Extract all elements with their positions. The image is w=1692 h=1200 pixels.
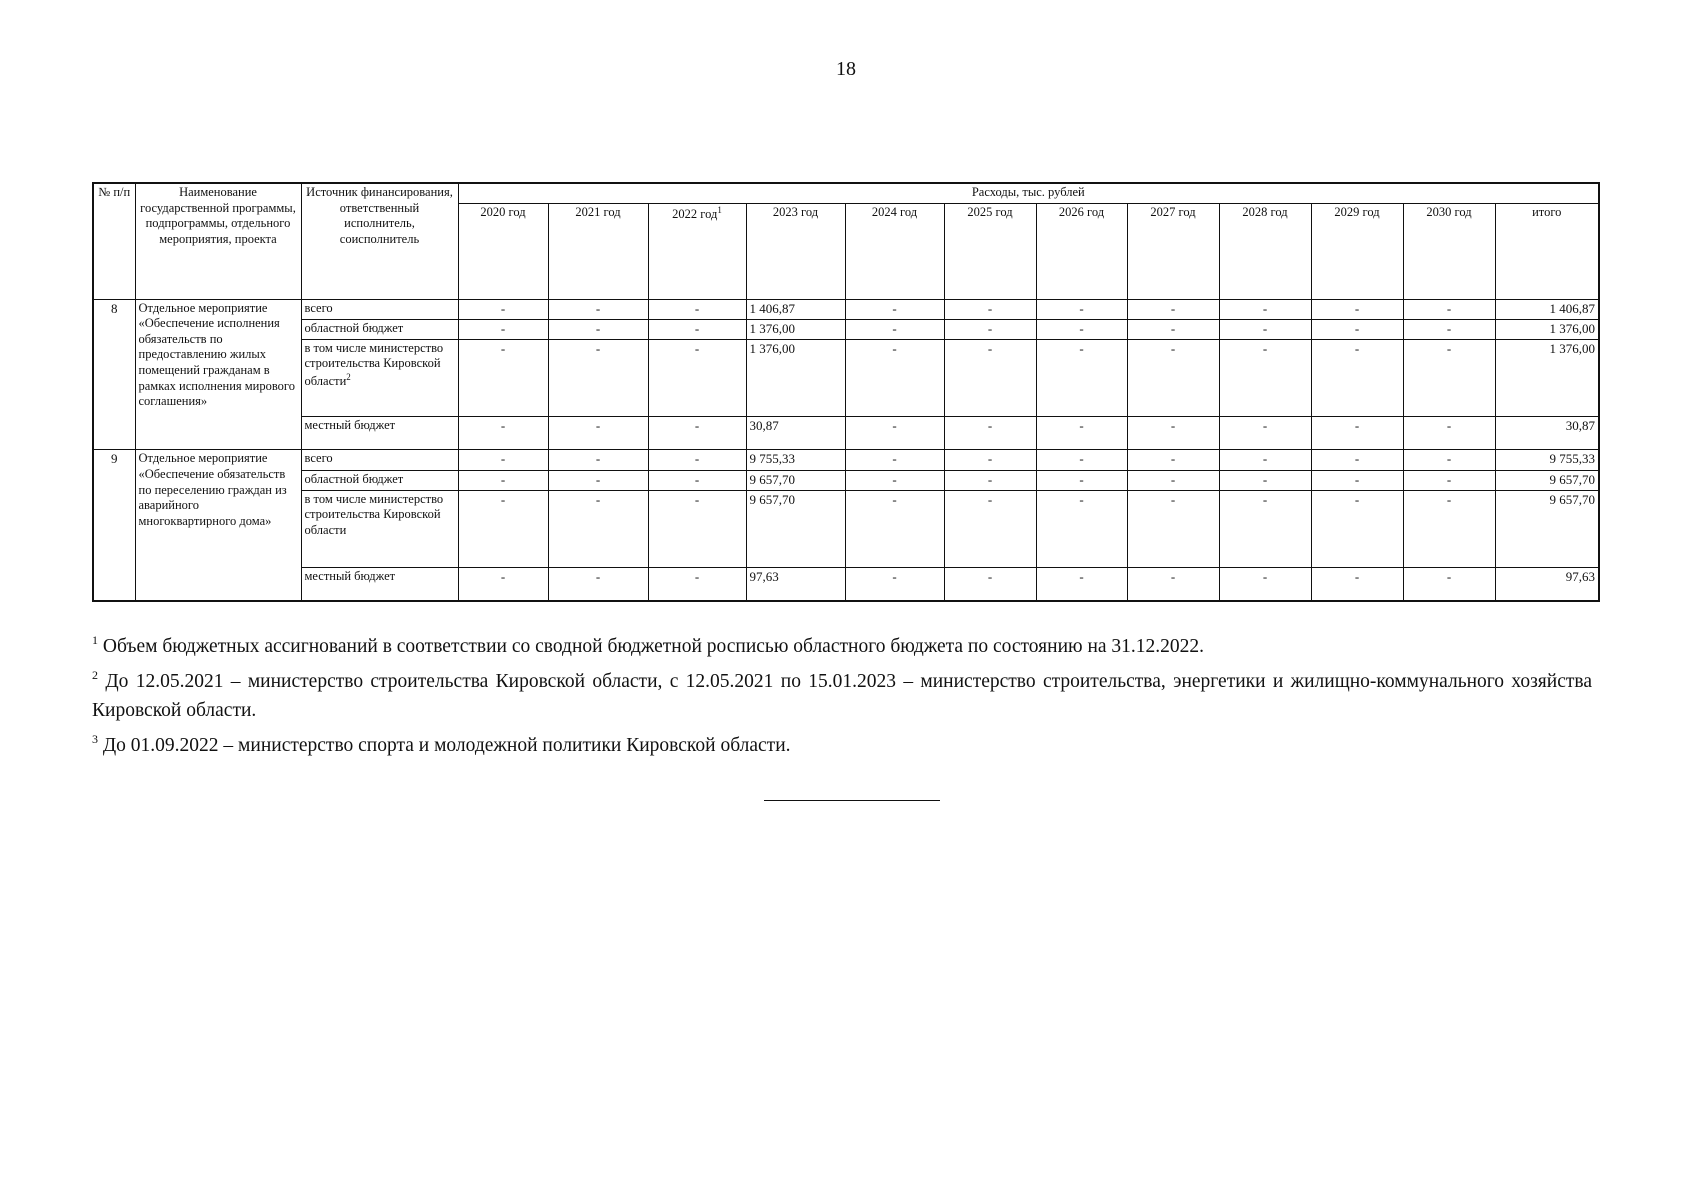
value-cell: - (845, 490, 944, 567)
value-cell: - (648, 319, 746, 339)
row-number: 8 (93, 299, 135, 450)
value-cell: - (944, 568, 1036, 601)
value-cell: - (1127, 490, 1219, 567)
row-number: 9 (93, 450, 135, 601)
value-cell: 1 406,87 (1495, 299, 1599, 319)
value-cell: - (1127, 417, 1219, 450)
value-cell: - (944, 319, 1036, 339)
value-cell: - (548, 470, 648, 490)
header-year: 2029 год (1311, 203, 1403, 299)
table-row (93, 319, 1599, 339)
value-cell: 1 376,00 (746, 339, 845, 416)
table-header (93, 183, 1599, 299)
value-cell: - (1311, 450, 1403, 470)
value-cell: - (548, 299, 648, 319)
funding-source-label: местный бюджет (304, 418, 396, 433)
value-cell: - (458, 568, 548, 601)
value-cell: - (944, 490, 1036, 567)
value-cell: 9 657,70 (746, 490, 845, 567)
footnote-text: До 12.05.2021 – министерство строительства Кировской области, с 12.05.2021 по 15.01.2023 – министерство строительства, энергетики и жилищно-коммунального хозяйства Кировской области. (92, 671, 1592, 721)
value-cell: - (1311, 299, 1403, 319)
funding-source-label: областной бюджет (304, 320, 404, 335)
value-cell: - (1036, 417, 1127, 450)
funding-source (301, 450, 458, 470)
value-cell: - (458, 450, 548, 470)
value-cell: - (648, 490, 746, 567)
value-cell: - (548, 339, 648, 416)
value-cell: - (1219, 450, 1311, 470)
funding-source (301, 490, 458, 567)
value-cell: - (648, 299, 746, 319)
value-cell: - (548, 568, 648, 601)
page-number: 18 (836, 58, 856, 80)
footnote (92, 725, 1592, 760)
footnotes (92, 626, 1592, 760)
value-cell: - (648, 470, 746, 490)
value-cell: 1 376,00 (1495, 339, 1599, 416)
value-cell: - (1036, 339, 1127, 416)
value-cell: - (1036, 319, 1127, 339)
value-cell: - (458, 299, 548, 319)
value-cell: 9 657,70 (1495, 470, 1599, 490)
value-cell: - (1036, 470, 1127, 490)
value-cell: - (1311, 319, 1403, 339)
value-cell: - (1127, 339, 1219, 416)
value-cell: - (1311, 339, 1403, 416)
table-row (93, 490, 1599, 567)
value-cell: - (1403, 490, 1495, 567)
footnote-ref: 2 (346, 371, 351, 382)
value-cell: - (1127, 319, 1219, 339)
value-cell: - (548, 490, 648, 567)
value-cell: - (845, 299, 944, 319)
value-cell: - (1311, 417, 1403, 450)
table-row (93, 339, 1599, 416)
value-cell: - (845, 450, 944, 470)
header-year: 2030 год (1403, 203, 1495, 299)
value-cell: - (648, 339, 746, 416)
value-cell: - (845, 339, 944, 416)
header-year: 2027 год (1127, 203, 1219, 299)
value-cell: - (458, 490, 548, 567)
value-cell: - (1403, 339, 1495, 416)
header-num: № п/п (93, 183, 135, 299)
footnote-mark: 3 (92, 732, 98, 746)
value-cell: 30,87 (746, 417, 845, 450)
footnote-text: Объем бюджетных ассигнований в соответствии со сводной бюджетной росписью областного бюджета по состоянию на 31.12.2022. (102, 636, 1205, 657)
value-cell: - (1219, 568, 1311, 601)
value-cell: - (944, 417, 1036, 450)
value-cell: - (1403, 417, 1495, 450)
value-cell: - (1127, 568, 1219, 601)
value-cell: - (1219, 490, 1311, 567)
table-row (93, 450, 1599, 470)
funding-source-label: в том числе министерство строительства Кировской области (304, 491, 444, 537)
header-year: 2020 год (458, 203, 548, 299)
header-source: Источник финансирования, ответственный исполнитель, соисполнитель (301, 183, 458, 299)
footnote (92, 661, 1592, 725)
value-cell: - (944, 450, 1036, 470)
header-year: 2026 год (1036, 203, 1127, 299)
funding-source (301, 339, 458, 416)
footnote-mark: 2 (92, 668, 98, 682)
funding-source (301, 299, 458, 319)
value-cell: 97,63 (746, 568, 845, 601)
table-row (93, 417, 1599, 450)
value-cell: - (1219, 339, 1311, 416)
value-cell: - (845, 568, 944, 601)
budget-table (92, 182, 1600, 602)
value-cell: 1 376,00 (1495, 319, 1599, 339)
value-cell: - (1403, 319, 1495, 339)
value-cell: - (1127, 450, 1219, 470)
value-cell: - (458, 470, 548, 490)
value-cell: 97,63 (1495, 568, 1599, 601)
value-cell: - (548, 319, 648, 339)
value-cell: - (648, 568, 746, 601)
footnote (92, 626, 1592, 661)
value-cell: - (1403, 568, 1495, 601)
value-cell: - (1127, 299, 1219, 319)
value-cell: - (1036, 490, 1127, 567)
footnote-text: До 01.09.2022 – министерство спорта и молодежной политики Кировской области. (102, 735, 791, 756)
table-row (93, 470, 1599, 490)
value-cell: - (1219, 319, 1311, 339)
value-cell: - (845, 319, 944, 339)
footnote-mark: 1 (92, 633, 98, 647)
header-expenses: Расходы, тыс. рублей (458, 183, 1599, 203)
value-cell: - (1311, 470, 1403, 490)
value-cell: 9 755,33 (1495, 450, 1599, 470)
funding-source (301, 319, 458, 339)
table-row (93, 299, 1599, 319)
header-year: 2022 год$^1$ (648, 203, 746, 299)
header-year: 2025 год (944, 203, 1036, 299)
row-name: Отдельное мероприятие «Обеспечение обязательств по переселению граждан из аварийного многоквартирного дома» (135, 450, 301, 601)
value-cell: - (845, 417, 944, 450)
value-cell: - (548, 450, 648, 470)
value-cell: - (944, 339, 1036, 416)
header-year: 2028 год (1219, 203, 1311, 299)
header-year: итого (1495, 203, 1599, 299)
value-cell: - (1311, 490, 1403, 567)
value-cell: - (648, 417, 746, 450)
funding-source-label: всего (304, 300, 333, 315)
funding-source-label: местный бюджет (304, 569, 396, 584)
funding-source (301, 568, 458, 601)
value-cell: 1 376,00 (746, 319, 845, 339)
funding-source (301, 417, 458, 450)
value-cell: - (548, 417, 648, 450)
value-cell: - (1403, 470, 1495, 490)
table-body (93, 299, 1599, 601)
value-cell: - (1403, 450, 1495, 470)
funding-source-label: областной бюджет (304, 471, 404, 486)
value-cell: 9 755,33 (746, 450, 845, 470)
value-cell: - (944, 299, 1036, 319)
header-year: 2024 год (845, 203, 944, 299)
funding-source-label: в том числе министерство строительства Кировской области (304, 340, 444, 389)
value-cell: - (458, 417, 548, 450)
value-cell: - (1219, 299, 1311, 319)
value-cell: - (458, 319, 548, 339)
funding-source (301, 470, 458, 490)
funding-source-label: всего (304, 451, 333, 466)
value-cell: - (458, 339, 548, 416)
value-cell: - (1036, 568, 1127, 601)
value-cell: - (944, 470, 1036, 490)
footnote-ref: 1 (717, 204, 722, 215)
value-cell: - (845, 470, 944, 490)
value-cell: 9 657,70 (746, 470, 845, 490)
value-cell: - (1127, 470, 1219, 490)
header-name: Наименование государственной программы, подпрограммы, отдельного мероприятия, проекта (135, 183, 301, 299)
value-cell: - (1036, 299, 1127, 319)
header-year: 2021 год (548, 203, 648, 299)
value-cell: - (1403, 299, 1495, 319)
value-cell: 9 657,70 (1495, 490, 1599, 567)
header-year: 2023 год (746, 203, 845, 299)
table-row (93, 568, 1599, 601)
row-name: Отдельное мероприятие «Обеспечение исполнения обязательств по предоставлению жилых помещений гражданам в рамках исполнения мирового соглашения» (135, 299, 301, 450)
value-cell: - (1219, 417, 1311, 450)
value-cell: 1 406,87 (746, 299, 845, 319)
value-cell: 30,87 (1495, 417, 1599, 450)
end-rule (764, 800, 940, 801)
value-cell: - (1311, 568, 1403, 601)
value-cell: - (1219, 470, 1311, 490)
value-cell: - (1036, 450, 1127, 470)
value-cell: - (648, 450, 746, 470)
